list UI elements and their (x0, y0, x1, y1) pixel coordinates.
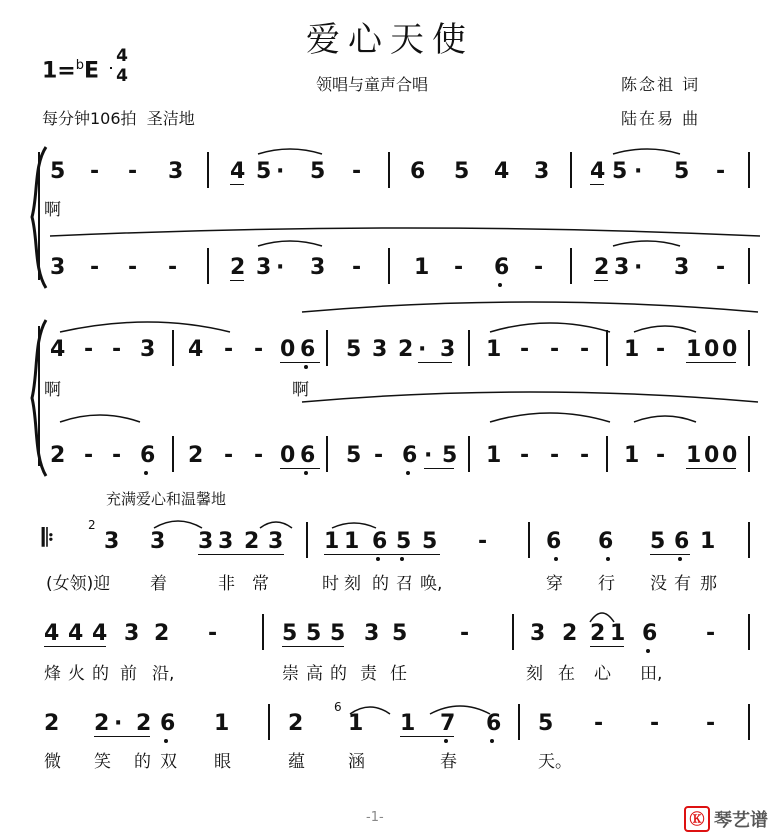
note: · (418, 337, 427, 362)
note: 4 (188, 337, 204, 362)
low-octave-dot (406, 471, 410, 475)
note: 1 (486, 443, 502, 468)
note: - (460, 621, 470, 646)
lyric: 啊 (44, 200, 61, 220)
note: 2 (50, 443, 66, 468)
beam (280, 362, 320, 363)
lyric: (女领)迎 (46, 574, 111, 594)
barline (748, 522, 750, 558)
note: 6 (140, 443, 156, 468)
note: 1 (348, 711, 364, 736)
barline (606, 436, 608, 472)
note: 6 (300, 337, 316, 362)
note: 3 (168, 159, 184, 184)
lyric: 在 (558, 664, 575, 684)
beam (282, 646, 344, 647)
lyric: 天。 (538, 752, 572, 772)
low-octave-dot (164, 739, 168, 743)
note: 4 (68, 621, 84, 646)
low-octave-dot (304, 365, 308, 369)
key-signature: 1=$^b$E (42, 58, 100, 84)
note: - (352, 255, 362, 280)
lyric: 烽 (44, 664, 61, 684)
note: 3 (310, 255, 326, 280)
lyric: 眼 (214, 752, 231, 772)
note: 2 (590, 621, 606, 646)
tempo-marking: 每分钟106拍 圣洁地 (42, 109, 195, 128)
note: 3 (198, 529, 214, 554)
note: 3 (218, 529, 234, 554)
lyric: 心 (594, 664, 611, 684)
lyric: 蕴 (288, 752, 305, 772)
time-signature-line (110, 67, 112, 69)
lyric: 啊 (292, 380, 309, 400)
lyric: 刻 (344, 574, 361, 594)
time-signature-bottom: 4 (116, 66, 128, 86)
note: 3 (440, 337, 456, 362)
barline (207, 152, 209, 188)
note: 5 (330, 621, 346, 646)
note: 3 (364, 621, 380, 646)
low-octave-dot (376, 557, 380, 561)
note: 0 (704, 337, 720, 362)
note: - (90, 159, 100, 184)
lyric: 前 (120, 664, 137, 684)
note: · (276, 255, 285, 280)
note: 1 (686, 337, 702, 362)
note: 3 (674, 255, 690, 280)
note: - (84, 443, 94, 468)
lyric: 非 (218, 574, 235, 594)
note: 6 (160, 711, 176, 736)
note: 5 (538, 711, 554, 736)
note: - (168, 255, 178, 280)
note: - (550, 443, 560, 468)
note: 5 (306, 621, 322, 646)
lyric: 田, (640, 664, 663, 684)
note: 5 (392, 621, 408, 646)
note: 6 (598, 529, 614, 554)
note: 1 (344, 529, 360, 554)
lyric: 沿, (152, 664, 175, 684)
note: 6 (402, 443, 418, 468)
note: 2 (398, 337, 414, 362)
beam (590, 646, 624, 647)
note: 2 (230, 255, 246, 280)
low-octave-dot (606, 557, 610, 561)
note: 6 (674, 529, 690, 554)
note: 3 (256, 255, 272, 280)
lyric: 双 (160, 752, 177, 772)
barline (326, 436, 328, 472)
note: - (656, 443, 666, 468)
note: 6 (300, 443, 316, 468)
barline (518, 704, 520, 740)
lyric: 穿 (546, 574, 563, 594)
note: 2 (94, 711, 110, 736)
note: 3 (140, 337, 156, 362)
note: - (84, 337, 94, 362)
note: - (112, 337, 122, 362)
barline (268, 704, 270, 740)
note: 4 (590, 159, 606, 184)
lyric: 有 (674, 574, 691, 594)
barline (326, 330, 328, 366)
note: 2 (188, 443, 204, 468)
note: - (254, 337, 264, 362)
lyric: 常 (252, 574, 269, 594)
lyric: 行 (598, 574, 615, 594)
note: 2 (154, 621, 170, 646)
lyric: 火 (68, 664, 85, 684)
barline (468, 330, 470, 366)
barline (172, 436, 174, 472)
note: 5 (422, 529, 438, 554)
grace-note: 2 (88, 518, 96, 532)
note: - (520, 337, 530, 362)
barline (748, 248, 750, 284)
note: 4 (230, 159, 246, 184)
lyricist-credit: 陈念祖 词 (621, 75, 701, 94)
note: - (454, 255, 464, 280)
note: 5 (442, 443, 458, 468)
note: 5 (310, 159, 326, 184)
note: 6 (546, 529, 562, 554)
note: - (650, 711, 660, 736)
note: 5 (674, 159, 690, 184)
beam (198, 554, 284, 555)
note: 6 (494, 255, 510, 280)
note: - (580, 443, 590, 468)
note: 3 (530, 621, 546, 646)
note: 5 (256, 159, 272, 184)
time-signature-top: 4 (116, 46, 128, 66)
note: · (634, 255, 643, 280)
note: 3 (372, 337, 388, 362)
note: 1 (214, 711, 230, 736)
beam (324, 554, 440, 555)
note: - (224, 337, 234, 362)
note: - (478, 529, 488, 554)
note: 1 (700, 529, 716, 554)
lyric: 任 (390, 664, 407, 684)
low-octave-dot (646, 649, 650, 653)
lyric: 高 (306, 664, 323, 684)
note: - (90, 255, 100, 280)
note: 1 (486, 337, 502, 362)
note: 0 (280, 337, 296, 362)
lyric: 的 (372, 574, 389, 594)
note: 2 (594, 255, 610, 280)
low-octave-dot (554, 557, 558, 561)
low-octave-dot (490, 739, 494, 743)
lyric: 笑 (94, 752, 111, 772)
beam (230, 184, 244, 185)
barline (468, 436, 470, 472)
note: 3 (268, 529, 284, 554)
note: 1 (400, 711, 416, 736)
note: 3 (614, 255, 630, 280)
note: 2 (44, 711, 60, 736)
lyric: 的 (330, 664, 347, 684)
note: 1 (624, 443, 640, 468)
system1-slurs (40, 145, 760, 285)
logo-mark-icon: Ⓚ (684, 806, 710, 832)
note: 5 (50, 159, 66, 184)
low-octave-dot (400, 557, 404, 561)
lyric: 那 (700, 574, 717, 594)
note: 1 (324, 529, 340, 554)
composer-credit: 陆在易 曲 (621, 109, 701, 128)
note: 2 (136, 711, 152, 736)
beam (424, 468, 454, 469)
expression-marking: 充满爱心和温馨地 (106, 490, 227, 508)
note: 3 (50, 255, 66, 280)
note: - (706, 621, 716, 646)
barline (606, 330, 608, 366)
system2-slurs (40, 292, 760, 442)
note: 5 (346, 443, 362, 468)
note: 1 (414, 255, 430, 280)
note: 1 (624, 337, 640, 362)
barline (306, 522, 308, 558)
barline (388, 152, 390, 188)
note: - (352, 159, 362, 184)
note: 6 (642, 621, 658, 646)
note: 0 (704, 443, 720, 468)
low-octave-dot (498, 283, 502, 287)
note: - (580, 337, 590, 362)
song-title: 爱心天使 (306, 20, 474, 60)
note: 1 (686, 443, 702, 468)
barline (570, 152, 572, 188)
note: · (114, 711, 123, 736)
note: 3 (534, 159, 550, 184)
note: 0 (722, 443, 738, 468)
note: 2 (288, 711, 304, 736)
low-octave-dot (304, 471, 308, 475)
note: 6 (410, 159, 426, 184)
lyric: 崇 (282, 664, 299, 684)
note: - (112, 443, 122, 468)
time-signature (110, 46, 134, 86)
lyric: 唤, (420, 574, 443, 594)
note: 4 (92, 621, 108, 646)
repeat-start-sign: 𝄆 (42, 524, 54, 552)
grace-note: 6 (334, 700, 342, 714)
note: 0 (280, 443, 296, 468)
barline (262, 614, 264, 650)
beam (230, 280, 244, 281)
beam (590, 184, 604, 185)
note: - (128, 159, 138, 184)
note: 5 (346, 337, 362, 362)
page-number: -1- (366, 810, 384, 825)
beam (686, 362, 736, 363)
note: 0 (722, 337, 738, 362)
note: - (550, 337, 560, 362)
note: - (594, 711, 604, 736)
lyric: 时 (322, 574, 339, 594)
note: · (424, 443, 433, 468)
beam (44, 646, 106, 647)
beam (400, 736, 454, 737)
lyric: 没 (650, 574, 667, 594)
barline (748, 436, 750, 472)
note: 4 (494, 159, 510, 184)
lyric: 刻 (526, 664, 543, 684)
note: 3 (150, 529, 166, 554)
lyric: 春 (440, 752, 457, 772)
site-logo (684, 806, 768, 832)
note: 4 (50, 337, 66, 362)
barline (748, 152, 750, 188)
barline (388, 248, 390, 284)
note: 4 (44, 621, 60, 646)
low-octave-dot (678, 557, 682, 561)
lyric: 涵 (348, 752, 365, 772)
note: 6 (486, 711, 502, 736)
note: 7 (440, 711, 456, 736)
subtitle: 领唱与童声合唱 (316, 75, 429, 94)
lyric: 的 (92, 664, 109, 684)
barline (512, 614, 514, 650)
note: 5 (454, 159, 470, 184)
lyric: 的 (134, 752, 151, 772)
barline (172, 330, 174, 366)
note: 5 (282, 621, 298, 646)
note: 2 (244, 529, 260, 554)
beam (94, 736, 150, 737)
note: - (656, 337, 666, 362)
low-octave-dot (444, 739, 448, 743)
note: - (534, 255, 544, 280)
note: - (706, 711, 716, 736)
barline (570, 248, 572, 284)
barline (528, 522, 530, 558)
note: - (374, 443, 384, 468)
barline (748, 330, 750, 366)
beam (686, 468, 736, 469)
beam (280, 468, 320, 469)
note: - (520, 443, 530, 468)
note: 5 (396, 529, 412, 554)
note: - (224, 443, 234, 468)
beam (650, 554, 690, 555)
note: · (634, 159, 643, 184)
note: 5 (650, 529, 666, 554)
note: - (208, 621, 218, 646)
beam (418, 362, 452, 363)
lyric: 召 (396, 574, 413, 594)
note: 2 (562, 621, 578, 646)
note: · (276, 159, 285, 184)
note: - (716, 255, 726, 280)
lyric: 责 (360, 664, 377, 684)
beam (594, 280, 608, 281)
low-octave-dot (144, 471, 148, 475)
note: 1 (610, 621, 626, 646)
lyric: 着 (150, 574, 167, 594)
barline (748, 704, 750, 740)
note: 5 (612, 159, 628, 184)
note: - (716, 159, 726, 184)
note: 3 (124, 621, 140, 646)
note: 3 (104, 529, 120, 554)
lyric: 啊 (44, 380, 61, 400)
barline (748, 614, 750, 650)
lyric: 微 (44, 752, 61, 772)
note: - (128, 255, 138, 280)
logo-text: 琴艺谱 (714, 810, 768, 831)
barline (207, 248, 209, 284)
note: 6 (372, 529, 388, 554)
note: - (254, 443, 264, 468)
